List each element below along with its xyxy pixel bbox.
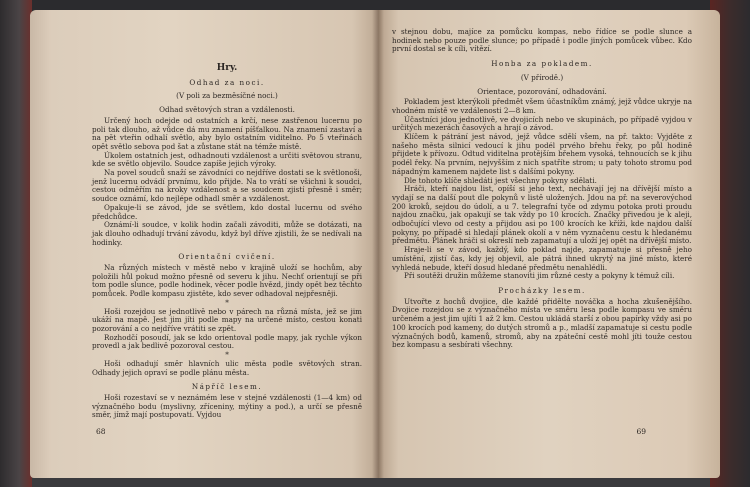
paragraph: Dle tohoto klíče shledáti jest všechny pokyny sdělati.	[404, 175, 597, 185]
paragraph: Na různých místech v městě nebo v krajině uloží se hochům, aby položili hůl pokud možno přesně od severu k jihu. Nechť orientují se při tom podle slunce, podle hodinek, věcer podle hvězd, jindy opět bez těchto pomůcek. Podle kompasu zjistěte, kdo sever odhadoval nejpřesněji.	[92, 263, 362, 299]
section-heading: Odhad za noci.	[189, 77, 265, 87]
section-subheading: (V poli za bezměsíčné noci.)	[176, 91, 278, 101]
left-page-text	[92, 56, 362, 420]
paragraph: Hraje-li se v závod, každý, kdo poklad najde, zapamatuje si přesně jeho umístění, zjistí čas, kdy jej objevil, ale pátrá ihned ukrytý na jiné místo, které vyhledá nebude, kteří dosud hledané předmětu nenahlédli.	[392, 245, 692, 272]
book-gutter-shadow	[372, 10, 384, 478]
separator-asterisk: *	[225, 297, 229, 307]
paragraph: Oznámí-li soudce, v kolik hodin začali závoditi, může se dotázati, na jak dlouho odhadují trvání závodu, když byl dříve zjistili, že se nedívali na hodinky.	[92, 220, 362, 247]
section-heading: Procházky lesem.	[498, 285, 586, 295]
paragraph: v stejnou dobu, majíce za pomůcku kompas, nebo řídíce se podle slunce a hodinek nebo pouze podle slunce; po případě i podle jiných pomůcek vůbec. Kdo první dostal se k cíli, vítězí.	[392, 27, 692, 54]
page-number: 68	[96, 427, 106, 436]
paragraph: Klíčem k pátrání jest návod, jejž vůdce sdělí všem, na př. takto: Vyjděte z našeho města silnicí vedoucí k jihu podél prvého břehu řeky, po půl hodině přijdete k přívozu. Odtud viditelna protějším břehem vysoká, tehnoucích se k jihu podél řeky. Na prvním, nejvyšším z nich spatříte strom; u paty tohoto stromu pod nápadným kamenem najdete list s dalšími pokyny.	[392, 132, 692, 176]
paragraph: Hráči, kteří najdou list, opíší si jeho text, nechávají jej na dřívější místo a vydají se na další pout dle pokynů v listě uložených. Jdou na př. na severovýchod 200 kroků, sejdou do údolí, a u 7. telegrafní tyče od zdymu potoka proti proudu najdou značku, jak opakují se tak vždy po 10 krocích. Značky přivedou je k aleji, odbočující vlevo od cesty a přijdou asi po 100 krocích ke kříži, kde najdou další pokyny, po případě si hledají plánek okolí a v něm vyznačenu cestu k hledanému předmětu. Plánek hráči si okreslí neb zapamatují a uloží jej opět na dřívější místo.	[392, 184, 692, 246]
right-page	[378, 10, 720, 478]
book-cover-left	[0, 0, 32, 487]
page-number: 69	[636, 427, 646, 436]
paragraph: Na povel soudců snaží se závodníci co nejdříve dostati se k světlonoši, jenž lucernu odvádí prvnímu, kdo přijde. Na to vrátí se všichni k soudci, cestou odměřím na kroky vzdálenost a se soudcem zjistí přesně i směr; soudce oznámí, kdo nejlépe odhadl směr a vzdálenost.	[92, 168, 362, 204]
paragraph: Hoši odhadují směr hlavních ulic města podle světových stran. Odhady jejich opraví se podle plánu města.	[92, 358, 362, 377]
section-subheading: (V přírodě.)	[520, 72, 564, 82]
paragraph: Hoši rozestaví se v neznámém lese v stejné vzdálenosti (1—4 km) od význačného bodu (myslivny, zříceniny, mýtiny a pod.), a určí se přesně směr, jímž mají postupovati. Vyjdou	[92, 392, 362, 420]
page-title: Hry.	[216, 63, 238, 73]
paragraph: Určený hoch odejde od ostatních a krčí, nese zastřenou lucernu po poli tak dlouho, až vůdce dá mu znamení píšťalkou. Na znamení zastaví a na pět vteřin odhalí světlo, aby bylo ostatním viditelno. Po 5 vteřinách opět světlo sebova pod šat a zůstane stát na témže místě.	[92, 115, 362, 151]
right-page-text	[392, 28, 692, 350]
paragraph: Účastníci jdou jednotlivě, ve dvojicích nebo ve skupinách, po případě vyjdou v určitých mezerách časových a hrají o závod.	[392, 114, 692, 133]
paragraph: Úkolem ostatních jest, odhadnouti vzdálenost a určiti světovou stranu, kde se světlo objevilo. Soudce zapíše jejich výroky.	[92, 150, 362, 169]
section-subtitle: Orientace, pozorování, odhadování.	[477, 86, 607, 96]
paragraph: Utvořte z hochů dvojice, dle každé přidělte nováčka a hocha zkušenějšího. Dvojice rozejdou se z význačného místa ve směru lesa podle kompasu ve směru určeném a jest jim ujíti 1 až 2 km. Cestou ukládá starší z obou papírky vždy asi po 100 krocích pod kameny, do dutých stromů a p., mladší zapamatuje si cestu podle význačných bodů, kamenů, stromů, aby na zpáteční cestě mohl jíti touže cestou bez kompasu a sesbírati všechny.	[392, 296, 692, 350]
paragraph: Pokladem jest kterýkoli předmět všem účastníkům známý, jejž vůdce ukryje na vhodném místě ve vzdálenosti 2—8 km.	[392, 97, 692, 115]
paragraph: Opakuje-li se závod, jde se světlem, kdo dostal lucernu od svého předchůdce.	[92, 202, 362, 221]
separator-asterisk: *	[225, 350, 229, 360]
section-heading: Honba za pokladem.	[491, 59, 593, 69]
paragraph: Při soutěži družin můžeme stanoviti jim různé cesty a pokyny k témuž cíli.	[404, 271, 675, 281]
section-heading: Nápříč lesem.	[191, 382, 263, 392]
section-subtitle: Odhad světových stran a vzdálenosti.	[159, 105, 295, 115]
paragraph: Rozhodčí posoudí, jak se kdo orientoval podle mapy, jak rychle výkon provedl a jak bedlivě pozoroval cestou.	[92, 332, 362, 351]
paragraph: Hoši rozejdou se jednotlivě nebo v párech na různá místa, jež se jim ukáží na mapě. Jest jim jíti podle mapy na určené místo, cestou konati pozorování a co nejdříve vrátiti se zpět.	[92, 306, 362, 333]
section-heading: Orientační cvičení.	[178, 252, 276, 262]
left-page	[30, 10, 380, 478]
